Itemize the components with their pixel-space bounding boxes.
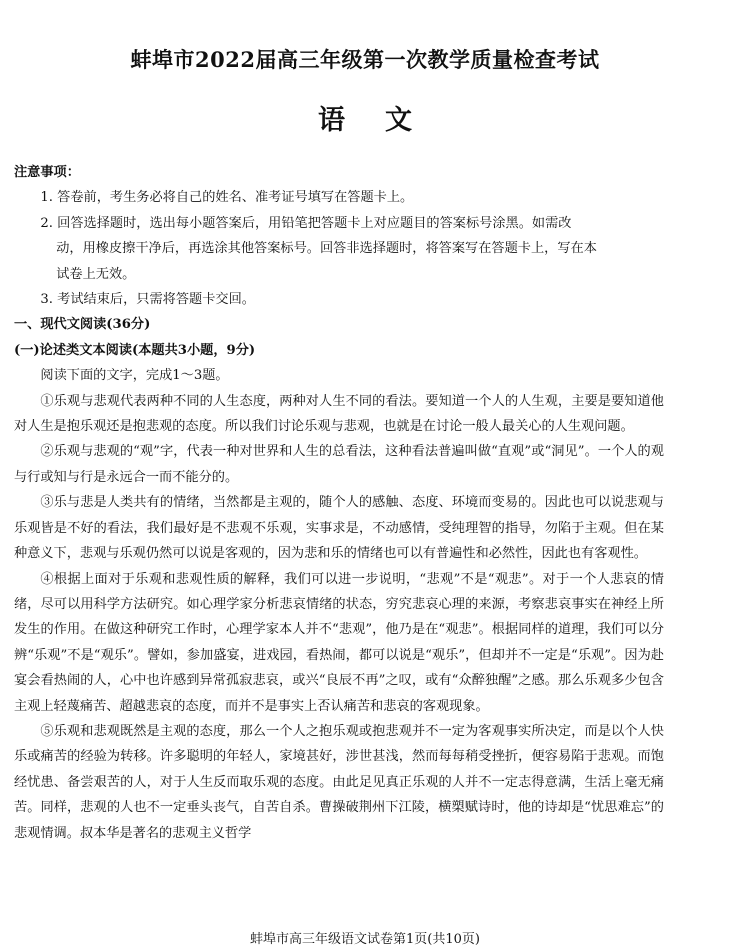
- subject-title: 语文: [318, 105, 452, 136]
- note-item-2-line-1: 2. 回答选择题时，选出每小题答案后，用铅笔把答题卡上对应题目的答案标号涂黑。如需改: [40, 215, 572, 231]
- subsection-heading: (一)论述类文本阅读(本题共3小题，9分): [14, 342, 256, 358]
- page-content: [14, 160, 664, 846]
- notes-heading: 注意事项：: [14, 165, 80, 180]
- exam-title: 蚌埠市2022届高三年级第一次教学质量检查考试: [130, 47, 600, 72]
- note-item-3: 3. 考试结束后，只需将答题卡交回。: [40, 292, 255, 308]
- passage-paragraph-4: ④根据上面对于乐观和悲观性质的解释，我们可以进一步说明，“悲观”不是“观悲”。对于一个人悲哀的情绪，尽可以用科学方法研究。如心理学家分析悲哀情绪的状态，穷究悲哀心理的来源，考察悲哀事实在神经上所发生的作用。在做这种研究工作时，心理学家本人并不“悲观”，他乃是在“观悲”。根据同样的道理，我们可以分辨“乐观”不是“观乐”。譬如，参加盛宴，进戏园，看热闹，都可以说是“观乐”，但却并不一定是“乐观”。因为赴宴会看热闹的人，心中也许感到异常孤寂悲哀，或兴“良辰不再”之叹，或有“众醉独醒”之感。那么乐观多少包含主观上轻蔑痛苦、超越悲哀的态度，而并不是事实上否认痛苦和悲哀的客观现象。: [14, 571, 664, 714]
- page-footer: 蚌埠市高三年级语文试卷第1页(共10页): [250, 932, 480, 947]
- passage-paragraph-5: ⑤乐观和悲观既然是主观的态度，那么一个人之抱乐观或抱悲观并不一定为客观事实所决定，而是以个人快乐或痛苦的经验为转移。许多聪明的年轻人，家境甚好，涉世甚浅，然而每每稍受挫折，便容易陷于悲观。而饱经忧患、备尝艰苦的人，对于人生反而取乐观的态度。由此足见真正乐观的人并不一定志得意满，生活上毫无痛苦。同样，悲观的人也不一定垂头丧气，自苦自杀。曹操破荆州下江陵，横槊赋诗时，他的诗却是“忧思难忘”的悲观情调。叔本华是著名的悲观主义哲学: [14, 723, 664, 841]
- note-item-2-line-2: 动，用橡皮擦干净后，再选涂其他答案标号。回答非选择题时，将答案写在答题卡上，写在本: [56, 241, 597, 257]
- section-heading: 一、现代文阅读(36分): [14, 317, 151, 333]
- reading-instruction: 阅读下面的文字，完成1～3题。: [40, 368, 229, 384]
- passage-paragraph-3: ③乐与悲是人类共有的情绪，当然都是主观的，随个人的感触、态度、环境而变易的。因此也可以说悲观与乐观皆是不好的看法，我们最好是不悲观不乐观，实事求是，不动感情，受纯理智的指导，勿陷于主观。但在某种意义下，悲观与乐观仍然可以说是客观的，因为悲和乐的情绪也可以有普遍性和必然性，因此也有客观性。: [14, 495, 664, 562]
- passage-paragraph-1: ①乐观与悲观代表两种不同的人生态度，两种对人生不同的看法。要知道一个人的人生观，主要是要知道他对人生是抱乐观还是抱悲观的态度。所以我们讨论乐观与悲观，也就是在讨论一般人最关心的人生观问题。: [14, 393, 664, 435]
- passage-paragraph-2: ②乐观与悲观的“观”字，代表一种对世界和人生的总看法，这种看法普遍叫做“直观”或“洞见”。一个人的观与行或知与行是永远合一而不能分的。: [14, 444, 664, 485]
- note-item-2-line-3: 试卷上无效。: [56, 266, 136, 282]
- note-item-1: 1. 答卷前，考生务必将自己的姓名、准考证号填写在答题卡上。: [40, 190, 414, 206]
